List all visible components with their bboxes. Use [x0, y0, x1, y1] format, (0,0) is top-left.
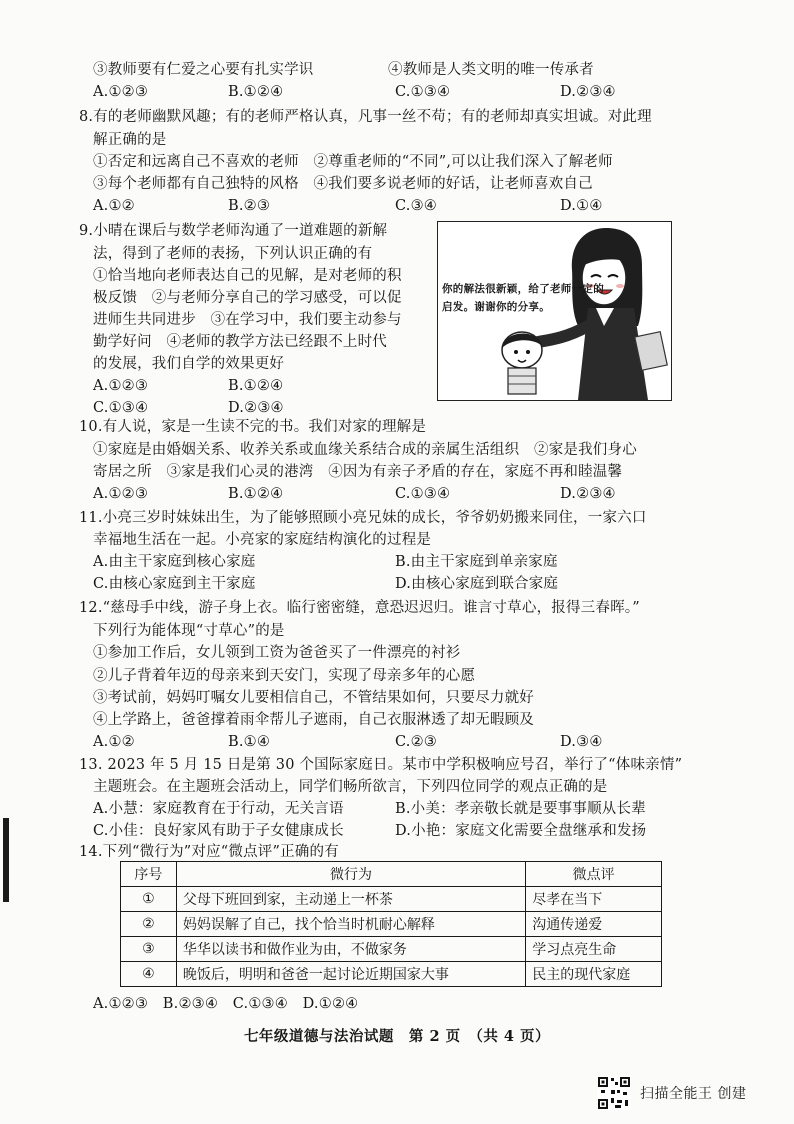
q13-choice-a: A.小慧：家庭教育在于行动，无关言语: [93, 801, 344, 817]
table-row: [121, 937, 662, 962]
q12-choice-d: D.③④: [560, 734, 603, 750]
header-comment: 微点评: [526, 862, 662, 887]
q9-stem-line-2: 法，得到了老师的表扬，下列认识正确的有: [93, 246, 373, 262]
q12-statement-4: ④上学路上，爸爸撑着雨伞帮儿子遮雨，自己衣服淋透了却无暇顾及: [93, 712, 534, 728]
q12-choice-c: C.②③: [395, 734, 437, 750]
q7-option-3: ③教师要有仁爱之心要有扎实学识: [93, 62, 314, 78]
q14-stem: 14.下列“微行为”对应“微点评”正确的有: [79, 844, 339, 860]
q9-statement-line-5: 的发展，我们自学的效果更好: [93, 356, 285, 372]
table-row: [121, 912, 662, 937]
q9-stem-line-1: 9.小晴在课后与数学老师沟通了一道难题的新解: [79, 223, 388, 239]
row-index: ③: [121, 937, 177, 962]
q9-choice-d: D.②③④: [228, 400, 284, 416]
q8-choice-c: C.③④: [395, 198, 437, 214]
q9-statement-line-2: 极反馈 ②与老师分享自己的学习感受，可以促: [93, 290, 402, 306]
q11-choice-b: B.由主干家庭到单亲家庭: [395, 554, 558, 570]
q12-statement-1: ①参加工作后，女儿领到工资为爸爸买了一件漂亮的衬衫: [93, 645, 461, 661]
row-behavior: 父母下班回到家，主动递上一杯茶: [176, 887, 525, 912]
q8-stem-line-2: 解正确的是: [93, 132, 167, 148]
qr-code-icon: [597, 1076, 631, 1110]
q10-stem: 10.有人说，家是一生读不完的书。我们对家的理解是: [79, 419, 427, 435]
q8-stem-line-1: 8.有的老师幽默风趣；有的老师严格认真，凡事一丝不苟；有的老师却真实坦诚。对此理: [79, 109, 652, 125]
q8-statement-3-4: ③每个老师都有自己独特的风格 ④我们要多说老师的好话，让老师喜欢自己: [93, 176, 593, 192]
q11-choice-a: A.由主干家庭到核心家庭: [93, 554, 256, 570]
row-comment: 民主的现代家庭: [526, 962, 662, 987]
table-header-row: [121, 862, 662, 887]
q10-choice-c: C.①③④: [395, 486, 451, 502]
q10-choice-d: D.②③④: [560, 486, 616, 502]
q10-choice-b: B.①②④: [228, 486, 284, 502]
row-comment: 沟通传递爱: [526, 912, 662, 937]
row-comment: 学习点亮生命: [526, 937, 662, 962]
q12-stem-line-1: 12.“慈母手中线，游子身上衣。临行密密缝，意恐迟迟归。谁言寸草心，报得三春晖。”: [79, 600, 640, 616]
q11-stem-line-1: 11.小亮三岁时妹妹出生，为了能够照顾小亮兄妹的成长，爷爷奶奶搬来同住，一家六口: [79, 510, 647, 526]
row-behavior: 华华以读书和做作业为由，不做家务: [176, 937, 525, 962]
q10-statement-line-1: ①家庭是由婚姻关系、收养关系或血缘关系结合成的亲属生活组织 ②家是我们身心: [93, 442, 637, 458]
q12-stem-line-2: 下列行为能体现“寸草心”的是: [93, 623, 285, 639]
q7-choice-a: A.①②③: [93, 84, 149, 100]
q14-choices: A.①②③ B.②③④ C.①③④ D.①②④: [93, 996, 359, 1012]
page-footer: 七年级道德与法治试题 第 2 页 （共 4 页）: [243, 1028, 551, 1045]
q13-stem-line-1: 13. 2023 年 5 月 15 日是第 30 个国际家庭日。某市中学积极响应号召，举行了“体味亲情”: [79, 757, 683, 773]
header-index: 序号: [121, 862, 177, 887]
row-index: ①: [121, 887, 177, 912]
micro-behavior-table: [120, 861, 662, 987]
q10-choice-a: A.①②③: [93, 486, 149, 502]
q12-choice-b: B.①④: [228, 734, 271, 750]
row-behavior: 妈妈误解了自己，找个恰当时机耐心解释: [176, 912, 525, 937]
q9-statement-line-3: 进师生共同进步 ③在学习中，我们要主动参与: [93, 312, 402, 328]
q12-choice-a: A.①②: [93, 734, 135, 750]
q13-stem-line-2: 主题班会。在主题班会活动上，同学们畅所欲言，下列四位同学的观点正确的是: [93, 779, 608, 795]
q7-option-4: ④教师是人类文明的唯一传承者: [388, 62, 594, 78]
q9-choice-b: B.①②④: [228, 378, 284, 394]
table-row: [121, 887, 662, 912]
q10-statement-line-2: 寄居之所 ③家是我们心灵的港湾 ④因为有亲子矛盾的存在，家庭不再和睦温馨: [93, 464, 623, 480]
row-behavior: 晚饭后，明明和爸爸一起讨论近期国家大事: [176, 962, 525, 987]
q8-statement-1-2: ①否定和远离自己不喜欢的老师 ②尊重老师的“不同”,可以让我们深入了解老师: [93, 154, 613, 170]
scanner-watermark: 扫描全能王 创建: [640, 1086, 747, 1102]
teacher-speech-text: 你的解法很新颖，给了老师一定的启发。谢谢你的分享。: [442, 283, 604, 313]
q9-choice-c: C.①③④: [93, 400, 149, 416]
q7-choice-c: C.①③④: [395, 84, 451, 100]
q7-choice-d: D.②③④: [560, 84, 616, 100]
q9-statement-line-4: 勤学好问 ④老师的教学方法已经跟不上时代: [93, 334, 387, 350]
row-index: ②: [121, 912, 177, 937]
teacher-student-illustration: [437, 221, 672, 401]
row-comment: 尽孝在当下: [526, 887, 662, 912]
q8-choice-a: A.①②: [93, 198, 135, 214]
scan-edge-mark: [3, 818, 9, 902]
q9-choice-a: A.①②③: [93, 378, 149, 394]
row-index: ④: [121, 962, 177, 987]
q7-choice-b: B.①②④: [228, 84, 284, 100]
q11-choice-d: D.由核心家庭到联合家庭: [395, 576, 559, 592]
table-row: [121, 962, 662, 987]
q11-choice-c: C.由核心家庭到主干家庭: [93, 576, 256, 592]
q8-choice-d: D.①④: [560, 198, 603, 214]
q9-statement-line-1: ①恰当地向老师表达自己的见解，是对老师的积: [93, 268, 402, 284]
q12-statement-3: ③考试前，妈妈叮嘱女儿要相信自己，不管结果如何，只要尽力就好: [93, 690, 534, 706]
q11-stem-line-2: 幸福地生活在一起。小亮家的家庭结构演化的过程是: [93, 532, 432, 548]
q8-choice-b: B.②③: [228, 198, 271, 214]
q13-choice-d: D.小艳：家庭文化需要全盘继承和发扬: [395, 823, 647, 839]
q12-statement-2: ②儿子背着年迈的母亲来到天安门，实现了母亲多年的心愿: [93, 668, 476, 684]
q13-choice-c: C.小佳：良好家风有助于子女健康成长: [93, 823, 344, 839]
q13-choice-b: B.小美：孝亲敬长就是要事事顺从长辈: [395, 801, 646, 817]
header-behavior: 微行为: [176, 862, 525, 887]
